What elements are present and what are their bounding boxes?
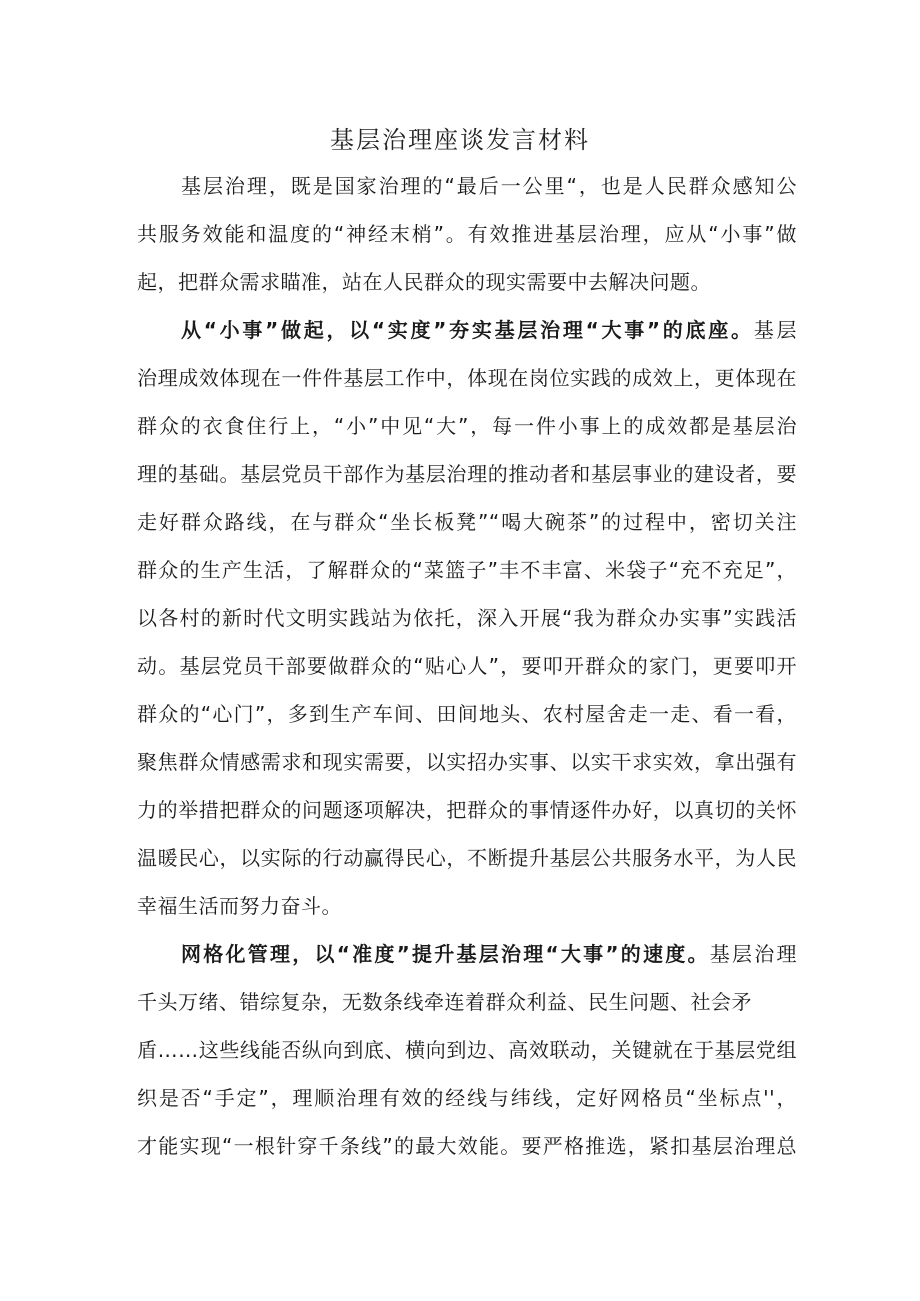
text-line: 治理成效体现在一件件基层工作中，体现在岗位实践的成效上，更体现在 — [137, 366, 797, 390]
paragraph-small-things — [137, 306, 797, 930]
text-line: 理的基础。基层党员干部作为基层治理的推动者和基层事业的建设者，要 — [137, 462, 797, 486]
paragraph-heading: 从“小事”做起，以“实度”夯实基层治理“大事”的底座。 — [181, 318, 754, 342]
text-line — [137, 306, 797, 354]
text-line: 群众的“心门”，多到生产车间、田间地头、农村屋舍走一走、看一看， — [137, 702, 797, 726]
text-fragment: 基层治理 — [709, 942, 798, 966]
text-line: 起，把群众需求瞄准，站在人民群众的现实需要中去解决问题。 — [137, 270, 711, 294]
paragraph-intro — [137, 162, 797, 306]
text-line: 基层治理，既是国家治理的“最后一公里“，也是人民群众感知公 — [181, 174, 797, 198]
document-title: 基层治理座谈发言材料 — [330, 126, 590, 154]
text-line: 千头万绪、错综复杂，无数条线牵连着群众利益、民生问题、社会矛 — [137, 990, 752, 1014]
text-line: 共服务效能和温度的“神经末梢”。有效推进基层治理，应从“小事”做 — [137, 222, 797, 246]
text-line: 力的举措把群众的问题逐项解决，把群众的事情逐件办好，以真切的关怀 — [137, 798, 797, 822]
text-line: 幸福生活而努力奋斗。 — [137, 894, 342, 918]
text-line: 盾……这些线能否纵向到底、横向到边、高效联动，关键就在于基层党组 — [137, 1038, 797, 1062]
text-line: 群众的生产生活，了解群众的“菜篮子”丰不丰富、米袋子“充不充足”， — [137, 558, 797, 582]
text-line: 动。基层党员干部要做群众的“贴心人”，要叩开群众的家门，更要叩开 — [137, 654, 797, 678]
paragraph-heading: 网格化管理，以“准度”提升基层治理“大事”的速度。 — [181, 942, 710, 966]
text-line: 以各村的新时代文明实践站为依托，深入开展“我为群众办实事”实践活 — [137, 606, 797, 630]
text-line: 温暖民心，以实际的行动赢得民心，不断提升基层公共服务水平，为人民 — [137, 846, 797, 870]
paragraph-grid-management — [137, 930, 797, 1170]
text-line: 走好群众路线，在与群众“坐长板凳”“喝大碗茶”的过程中，密切关注 — [137, 510, 797, 534]
text-fragment: 基层 — [753, 318, 798, 342]
text-line: 织是否“手定”，理顺治理有效的经线与纬线，定好网格员“坐标点''， — [137, 1086, 797, 1110]
document-body — [137, 162, 797, 1170]
text-line: 群众的衣食住行上，“小”中见“大”，每一件小事上的成效都是基层治 — [137, 414, 797, 438]
text-line: 才能实现“一根针穿千条线”的最大效能。要严格推选，紧扣基层治理总 — [137, 1134, 797, 1158]
text-line: 聚焦群众情感需求和现实需要，以实招办实事、以实干求实效，拿出强有 — [137, 750, 797, 774]
text-line — [137, 930, 797, 978]
